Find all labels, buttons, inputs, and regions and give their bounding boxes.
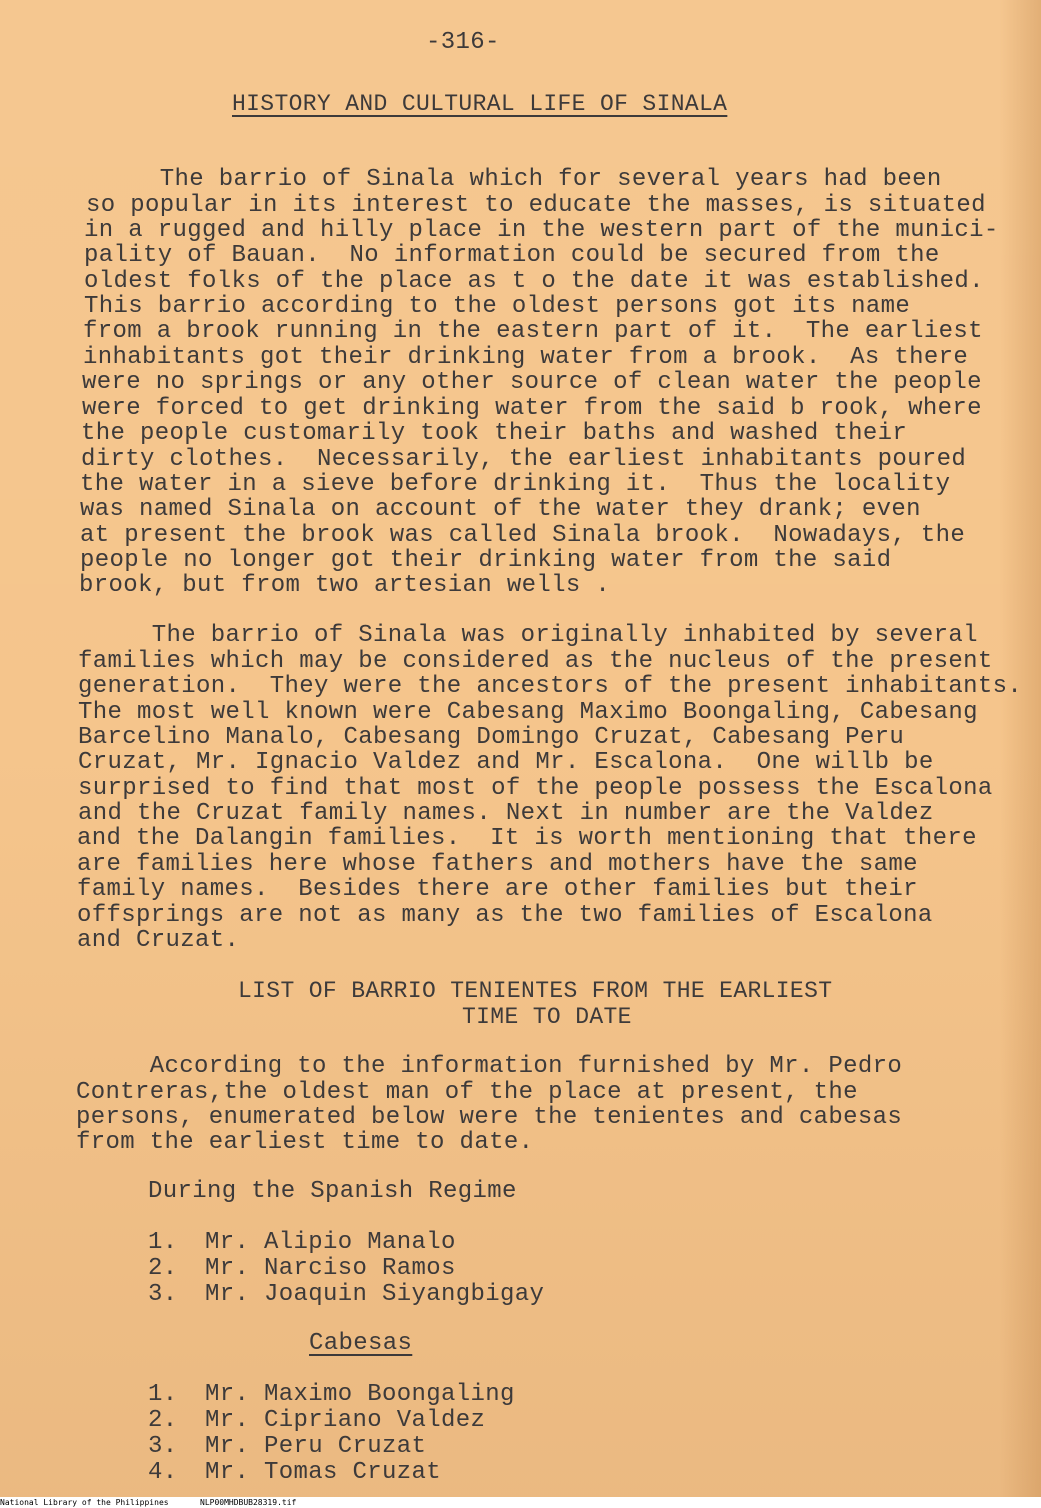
paragraph-2-line: surprised to find that most of the people possess the Escalona bbox=[78, 775, 993, 802]
list-item-number: 2. bbox=[148, 1407, 178, 1434]
paragraph-2-line: are families here whose fathers and mothers have the same bbox=[77, 851, 918, 878]
paragraph-1-line: dirty clothes. Necessarily, the earliest inhabitants poured bbox=[81, 446, 967, 473]
list-heading-line: TIME TO DATE bbox=[462, 1004, 632, 1030]
paragraph-2-line: and the Cruzat family names. Next in number are the Valdez bbox=[78, 800, 934, 827]
list-item bbox=[148, 1230, 456, 1255]
list-item-number: 1. bbox=[148, 1229, 178, 1256]
paragraph-2-line: The most well known were Cabesang Maximo Boongaling, Cabesang bbox=[78, 699, 978, 726]
list-item-name: Mr. Peru Cruzat bbox=[205, 1433, 427, 1460]
paragraph-1-line: This barrio according to the oldest persons got its name bbox=[84, 293, 911, 320]
list-item bbox=[148, 1282, 544, 1307]
paragraph-1-line: The barrio of Sinala which for several years had been bbox=[86, 166, 942, 193]
paragraph-1-line: the people customarily took their baths and washed their bbox=[81, 420, 908, 447]
paragraph-2-line: family names. Besides there are other families but their bbox=[77, 876, 918, 903]
paragraph-2-line: offsprings are not as many as the two families of Escalona bbox=[77, 902, 933, 929]
list-item-number: 4. bbox=[148, 1459, 178, 1486]
paragraph-1-line: inhabitants got their drinking water from a brook. As there bbox=[83, 344, 969, 371]
paragraph-1-line: at present the brook was called Sinala brook. Nowadays, the bbox=[80, 522, 966, 549]
list-item-number: 1. bbox=[148, 1381, 178, 1408]
footer-filename: NLP00MHDBUB28319.tif bbox=[200, 1498, 297, 1507]
list-item-name: Mr. Narciso Ramos bbox=[205, 1255, 456, 1282]
paragraph-1-line: in a rugged and hilly place in the western part of the munici- bbox=[84, 217, 999, 244]
list-item-name: Mr. Cipriano Valdez bbox=[205, 1407, 486, 1434]
paragraph-3-line: Contreras,the oldest man of the place at present, the bbox=[76, 1079, 858, 1106]
list-item-name: Mr. Joaquin Siyangbigay bbox=[205, 1281, 545, 1308]
list-item-name: Mr. Tomas Cruzat bbox=[205, 1459, 442, 1486]
paragraph-2-line: Barcelino Manalo, Cabesang Domingo Cruzat, Cabesang Peru bbox=[78, 724, 905, 751]
cabesas-heading: Cabesas bbox=[309, 1330, 413, 1357]
paragraph-1-line: so popular in its interest to educate the masses, is situated bbox=[86, 192, 986, 219]
list-item bbox=[148, 1434, 426, 1459]
list-item bbox=[148, 1256, 456, 1281]
paragraph-1-line: oldest folks of the place as t o the date it was established. bbox=[84, 268, 984, 295]
paragraph-1-line: were forced to get drinking water from the said b rook, where bbox=[82, 395, 982, 422]
list-item-number: 3. bbox=[148, 1433, 178, 1460]
paragraph-3-line: persons, enumerated below were the tenientes and cabesas bbox=[76, 1104, 903, 1131]
paragraph-1-line: pality of Bauan. No information could be secured from the bbox=[84, 242, 940, 269]
list-item-number: 2. bbox=[148, 1255, 178, 1282]
paragraph-2-line: The barrio of Sinala was originally inhabited by several bbox=[78, 622, 978, 649]
paragraph-2-line: and the Dalangin families. It is worth mentioning that there bbox=[77, 825, 977, 852]
list-item bbox=[148, 1408, 485, 1433]
paragraph-1-line: were no springs or any other source of clean water the people bbox=[82, 369, 982, 396]
list-item-number: 3. bbox=[148, 1281, 178, 1308]
page-title: HISTORY AND CULTURAL LIFE OF SINALA bbox=[232, 91, 728, 117]
paragraph-3-line: from the earliest time to date. bbox=[76, 1129, 534, 1156]
paragraph-2-line: generation. They were the ancestors of the present inhabitants. bbox=[78, 673, 1023, 700]
footer-source: National Library of the Philippines bbox=[0, 1498, 169, 1507]
paragraph-2-line: Cruzat, Mr. Ignacio Valdez and Mr. Escalona. One willb be bbox=[78, 749, 934, 776]
paragraph-1-line: people no longer got their drinking water from the said bbox=[80, 547, 892, 574]
list-item-name: Mr. Alipio Manalo bbox=[205, 1229, 456, 1256]
paragraph-2-line: and Cruzat. bbox=[77, 927, 240, 954]
list-item-name: Mr. Maximo Boongaling bbox=[205, 1381, 515, 1408]
paragraph-3-line: According to the information furnished by Mr. Pedro bbox=[76, 1053, 903, 1080]
list-heading-line: LIST OF BARRIO TENIENTES FROM THE EARLIEST bbox=[238, 978, 833, 1004]
list-item bbox=[148, 1382, 515, 1407]
list-item bbox=[148, 1460, 441, 1485]
paragraph-1-line: brook, but from two artesian wells . bbox=[79, 572, 611, 599]
spanish-regime-heading: During the Spanish Regime bbox=[148, 1178, 517, 1205]
page-number: -316- bbox=[426, 29, 500, 56]
paragraph-2-line: families which may be considered as the nucleus of the present bbox=[78, 648, 993, 675]
paragraph-1-line: from a brook running in the eastern part of it. The earliest bbox=[83, 318, 983, 345]
paragraph-1-line: the water in a sieve before drinking it. Thus the locality bbox=[80, 471, 951, 498]
paragraph-1-line: was named Sinala on account of the water they drank; even bbox=[80, 496, 921, 523]
